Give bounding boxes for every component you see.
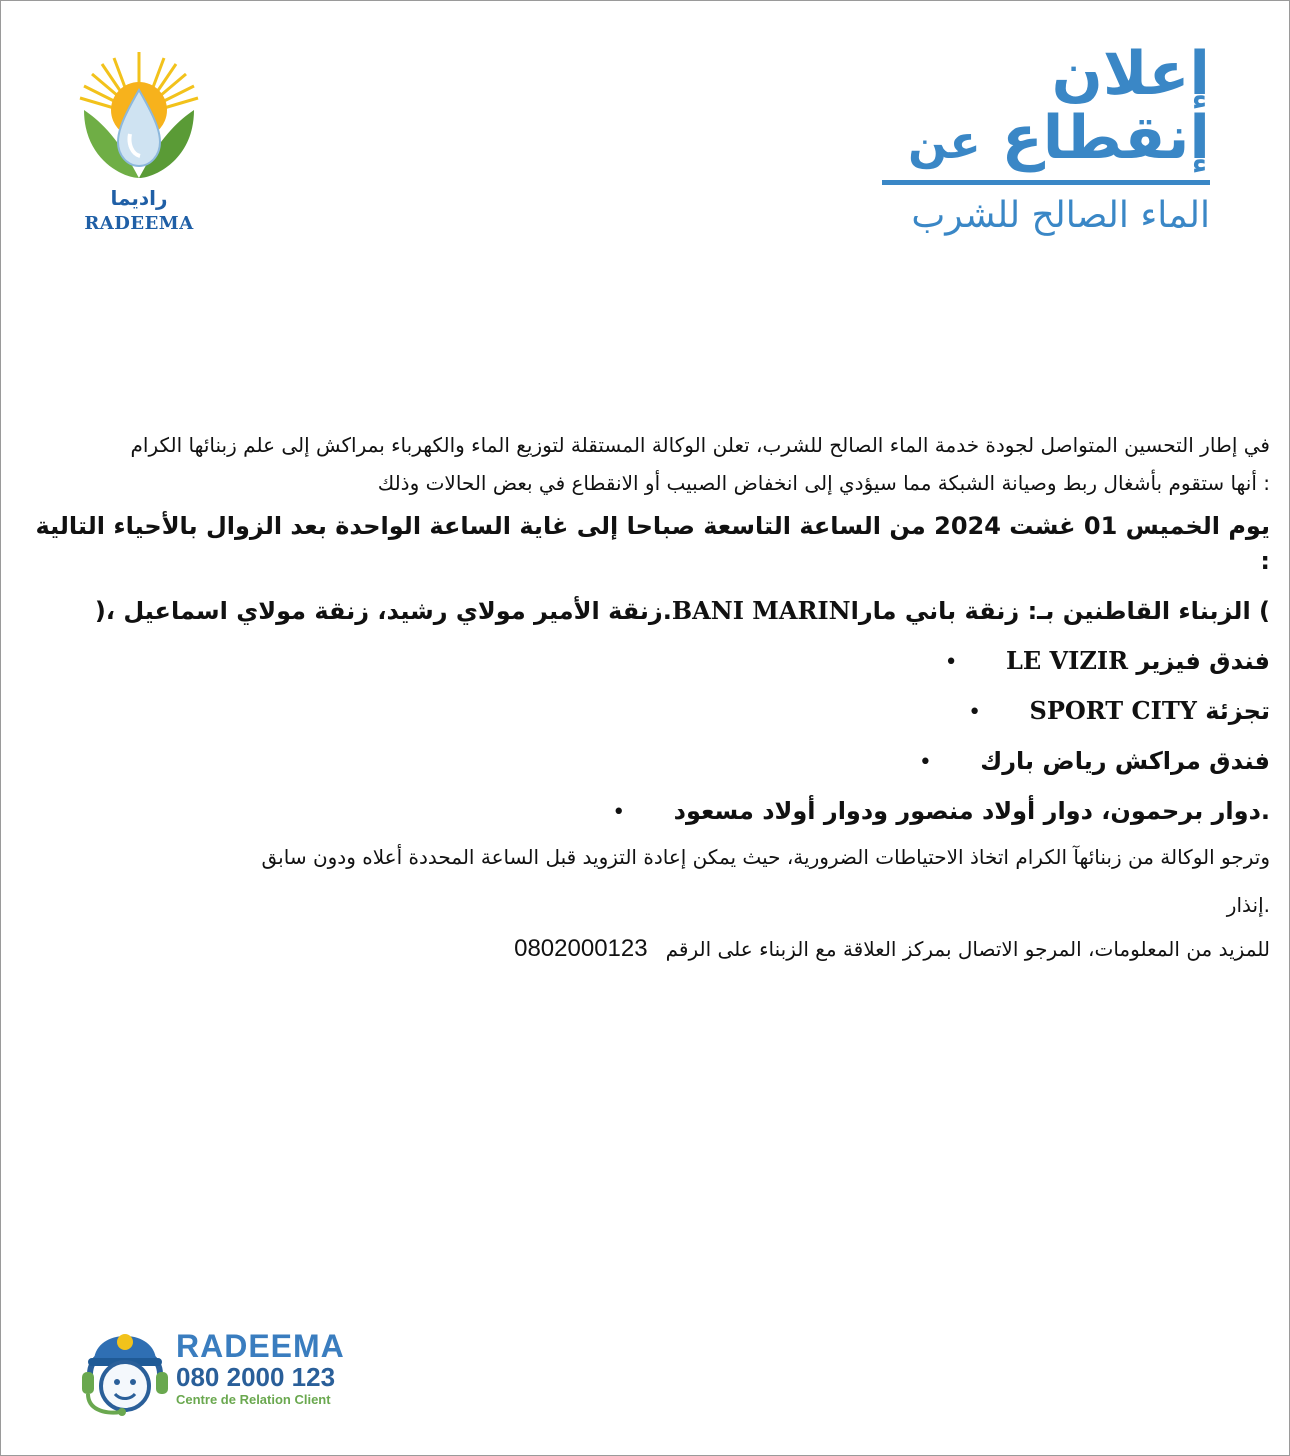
- brand-name-arabic: راديما: [110, 186, 168, 210]
- sun-drop-leaf-icon: [74, 50, 204, 190]
- contact-phone-number: 0802000123: [514, 935, 648, 962]
- contact-text: للمزيد من المعلومات، المرجو الاتصال بمركز العلاقة مع الزبناء على الرقم: [665, 937, 1270, 961]
- list-item-latin: SPORT CITY: [1029, 696, 1197, 725]
- customer-center-logo: [80, 1316, 380, 1426]
- bullet-icon: •: [918, 750, 932, 775]
- radeema-logo: [74, 50, 204, 240]
- intro-paragraph-line1: في إطار التحسين المتواصل لجودة خدمة الماء الصالح للشرب، تعلن الوكالة المستقلة لتوزيع الماء والكهرباء بمراكش إلى علم زبنائها الكرام: [130, 433, 1270, 457]
- advice-paragraph-line2: .إنذار: [1226, 893, 1270, 917]
- affected-areas-list: [74, 586, 1270, 836]
- bullet-icon: •: [944, 650, 958, 675]
- call-center-mascot-icon: [80, 1316, 170, 1426]
- list-item: [74, 686, 1270, 736]
- list-item-text: فندق فيزير: [1136, 647, 1270, 675]
- list-item: [74, 586, 1270, 636]
- list-item: [74, 736, 1270, 786]
- list-item-text: فندق مراكش رياض بارك: [980, 747, 1270, 775]
- title-about-word: عن: [908, 115, 981, 169]
- footer-brand: RADEEMA: [176, 1328, 345, 1364]
- announcement-body: [35, 432, 1270, 962]
- list-item-text: تجزئة: [1205, 697, 1270, 725]
- list-item-latin: BANI MARIN: [671, 596, 851, 625]
- list-item-text: .زنقة الأمير مولاي رشيد، زنقة مولاي اسماعيل ،(: [94, 597, 672, 625]
- list-item: [74, 786, 1270, 836]
- announcement-title: [850, 40, 1210, 239]
- title-subject: الماء الصالح للشرب: [911, 195, 1210, 236]
- date-line-colon: :: [1260, 547, 1270, 575]
- title-divider: [882, 180, 1210, 185]
- list-item-text: ) الزبناء القاطنين بـ: زنقة باني مارا: [850, 597, 1270, 625]
- brand-name-latin: RADEEMA: [84, 213, 194, 234]
- intro-paragraph-line2: : أنها ستقوم بأشغال ربط وصيانة الشبكة مما سيؤدي إلى انخفاض الصبيب أو الانقطاع في بعض الحالات وذلك: [377, 471, 1270, 495]
- footer-tagline: Centre de Relation Client: [176, 1392, 331, 1407]
- bullet-icon: •: [612, 800, 626, 825]
- bullet-icon: •: [968, 700, 982, 725]
- list-item: [74, 636, 1270, 686]
- list-item-latin: LE VIZIR: [1006, 646, 1129, 675]
- date-time-line: يوم الخميس 01 غشت 2024 من الساعة التاسعة صباحا إلى غاية الساعة الواحدة بعد الزوال بالأحياء التالية: [35, 512, 1270, 540]
- title-interruption-word: إنقطاع: [1001, 103, 1210, 173]
- title-announcement: إعلان: [1051, 39, 1210, 109]
- advice-paragraph-line1: وترجو الوكالة من زبنائهآ الكرام اتخاذ الاحتياطات الضرورية، حيث يمكن إعادة التزويد قبل الساعة المحددة أعلاه ودون سابق: [261, 845, 1270, 869]
- footer-phone: 080 2000 123: [176, 1362, 336, 1392]
- list-item-text: .دوار برحمون، دوار أولاد منصور ودوار أولاد مسعود: [673, 797, 1270, 825]
- contact-paragraph: [74, 936, 1270, 962]
- title-interruption: [850, 104, 1210, 174]
